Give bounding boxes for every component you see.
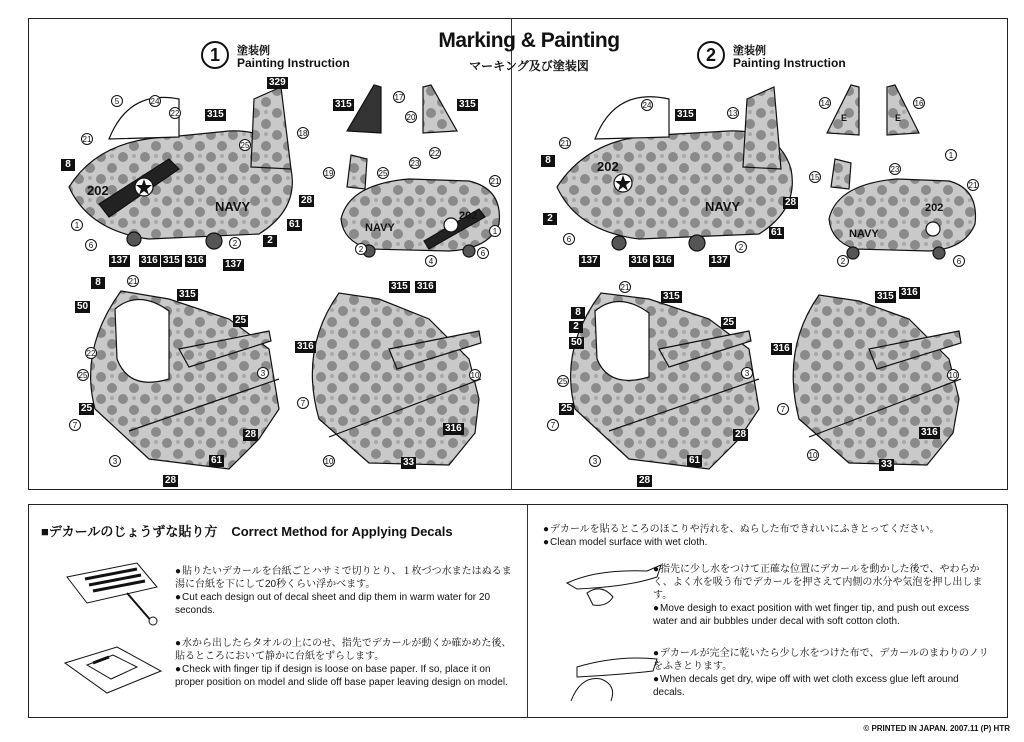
scheme-1-circle-tag: 25 — [78, 371, 88, 380]
scheme-1-tag: 8 — [61, 159, 75, 171]
scheme-1-bottom-view — [312, 293, 481, 465]
scheme-2-rear-view — [829, 159, 975, 259]
scheme-2-tag: 61 — [771, 227, 783, 238]
scheme-1-tag: 316 — [297, 341, 314, 352]
scheme-1-circle-tag: 1 — [489, 225, 501, 237]
scheme-2-tag: 315 — [663, 291, 680, 302]
scheme-1-tag: 8 — [91, 277, 105, 289]
scheme-2-tag: 2 — [569, 321, 583, 333]
scheme-1-number: 1 — [201, 41, 229, 69]
cut-decal-illustration — [57, 557, 167, 627]
scheme-1-tag: 50 — [77, 301, 89, 312]
scheme-2-circle-tag: 2 — [837, 255, 849, 267]
scheme-2-tag: 28 — [785, 197, 797, 208]
scheme-1-circle-tag: 6 — [85, 239, 97, 251]
scheme-1-circle-tag: 21 — [82, 135, 92, 144]
scheme-1-tag: 28 — [165, 475, 177, 486]
scheme-2-tag: 315 — [877, 291, 894, 302]
decal-step-2-en: ● Check with finger tip if design is loose on base paper. If so, place it on proper position on model and slide off base paper leaving design on model. — [175, 663, 515, 689]
scheme-2-tag: 316 — [655, 255, 672, 266]
scheme-1-side-modex: 202 — [87, 183, 109, 198]
scheme-2-circle-tag: 23 — [890, 165, 900, 174]
decal-instructions-panel — [28, 504, 1008, 718]
scheme-2-circle-tag: 15 — [810, 173, 820, 182]
scheme-2-tag: 28 — [639, 475, 651, 486]
scheme-2-side-modex: 202 — [597, 159, 619, 174]
scheme-1-circle-tag: 19 — [324, 169, 334, 178]
scheme-1-tag: 28 — [301, 195, 313, 206]
scheme-2-bottom-view — [793, 295, 961, 465]
decal-heading — [41, 521, 453, 540]
scheme-1-tag: 315 — [207, 109, 224, 120]
scheme-2-circle-tag: 16 — [914, 99, 924, 108]
scheme-1-tag: 315 — [391, 281, 408, 292]
scheme-1-tag: 28 — [245, 429, 257, 440]
scheme-1-circle-tag: 25 — [378, 169, 388, 178]
scheme-1-circle-tag: 7 — [297, 397, 309, 409]
scheme-1-circle-tag: 21 — [128, 277, 138, 286]
scheme-1-rear-modex: 202 — [459, 210, 478, 222]
scheme-2-circle-tag: 24 — [642, 101, 652, 110]
scheme-1-circle-tag: 17 — [394, 93, 404, 102]
scheme-2-tail-code-left: E — [841, 113, 848, 123]
scheme-2-tag: 61 — [689, 455, 701, 466]
scheme-1-tag: 316 — [141, 255, 158, 266]
scheme-2-circle-tag: 6 — [563, 233, 575, 245]
scheme-1-tag: 315 — [179, 289, 196, 300]
scheme-1-tag: 137 — [111, 255, 128, 266]
scheme-1-tag: 316 — [187, 255, 204, 266]
scheme-1-circle-tag: 1 — [71, 219, 83, 231]
wipe-glue-illustration — [557, 645, 667, 705]
scheme-1-tag: 316 — [445, 423, 462, 434]
scheme-1-circle-tag: 5 — [111, 95, 123, 107]
decal-step-3 — [543, 523, 993, 549]
scheme-1-tag: 33 — [403, 457, 415, 468]
scheme-2-circle-tag: 3 — [589, 455, 601, 467]
main-subtitle: マーキング及び塗装図 — [469, 59, 589, 73]
scheme-1-tag: 315 — [163, 255, 180, 266]
scheme-1-circle-tag: 3 — [257, 367, 269, 379]
decal-step-4-en: ● Move desigh to exact position with wet finger tip, and push out excess water and air bubbles under decal with soft cotton cloth. — [653, 602, 993, 628]
scheme-1-circle-tag: 21 — [490, 177, 500, 186]
scheme-2-circle-tag: 21 — [968, 181, 978, 190]
decal-step-1-jp: ● 貼りたいデカールを台紙ごとハサミで切りとり、１枚づつ水またはぬるま湯に台紙を下にして20秒くらい浮かべます。 — [175, 565, 515, 591]
scheme-2-tag: 8 — [571, 307, 585, 319]
marking-painting-panel — [28, 18, 1008, 490]
decal-step-1-en: ● Cut each design out of decal sheet and dip them in warm water for 20 seconds. — [175, 591, 515, 617]
scheme-2-tag: 50 — [571, 337, 583, 348]
decal-step-2-jp: ● 水から出したらタオルの上にのせ、指先でデカールが動くか確かめた後、貼るところにおいて静かに台紙をずらします。 — [175, 637, 515, 663]
printed-in-japan-note: © PRINTED IN JAPAN. 2007.11 (P) HTR — [863, 724, 1010, 733]
scheme-1-circle-tag: 22 — [86, 349, 96, 358]
scheme-1-circle-tag: 18 — [298, 129, 308, 138]
scheme-2-tag: 316 — [901, 287, 918, 298]
decal-step-4 — [653, 563, 993, 628]
decal-heading-jp: ■デカールのじょうずな貼り方 — [41, 524, 218, 539]
scheme-2-tag: 25 — [561, 403, 573, 414]
scheme-2-tag: 137 — [581, 255, 598, 266]
scheme-2-tail-code-right: E — [895, 113, 902, 123]
scheme-2-side-navy: NAVY — [705, 199, 741, 214]
scheme-1-circle-tag: 10 — [470, 371, 480, 380]
decal-panel-divider — [527, 505, 528, 717]
scheme-2-tag: 25 — [723, 317, 735, 328]
scheme-2-tag: 316 — [921, 427, 938, 438]
scheme-2-tag: 137 — [711, 255, 728, 266]
clean-surface-illustration — [557, 553, 667, 609]
scheme-1-circle-tag: 24 — [150, 97, 160, 106]
scheme-2-label-jp: 塗装例 — [733, 45, 766, 57]
towel-decal-illustration — [57, 641, 167, 701]
scheme-2-circle-tag: 10 — [948, 371, 958, 380]
main-title: Marking & Painting — [438, 29, 620, 52]
decal-step-5-en: ● When decals get dry, wipe off with wet cloth excess glue left around decals. — [653, 673, 993, 699]
decal-step-5-jp: ● デカールが完全に乾いたら少し水をつけた布で、デカールのまわりのノリをふきとります。 — [653, 647, 993, 673]
scheme-1-tag: 2 — [263, 235, 277, 247]
scheme-1-circle-tag: 3 — [109, 455, 121, 467]
scheme-1-circle-tag: 22 — [430, 149, 440, 158]
scheme-1-circle-tag: 2 — [355, 243, 367, 255]
scheme-1-circle-tag: 23 — [410, 159, 420, 168]
scheme-1-rear-view — [341, 155, 499, 257]
scheme-2-tag: 316 — [631, 255, 648, 266]
scheme-1-label-en: Painting Instruction — [237, 56, 350, 70]
scheme-2-circle-tag: 1 — [945, 149, 957, 161]
aircraft-views — [29, 19, 1007, 489]
scheme-2-circle-tag: 14 — [820, 99, 830, 108]
scheme-2-circle-tag: 21 — [560, 139, 570, 148]
scheme-2-tag: 2 — [543, 213, 557, 225]
decal-step-3-jp: ● デカールを貼るところのほこりや汚れを、ぬらした布できれいにふきとってください。 — [543, 523, 993, 536]
scheme-1-circle-tag: 10 — [324, 457, 334, 466]
scheme-2-circle-tag: 7 — [547, 419, 559, 431]
scheme-1-label-jp: 塗装例 — [237, 45, 270, 57]
scheme-1-tag: 315 — [335, 99, 352, 110]
scheme-1-rear-navy: NAVY — [365, 222, 395, 234]
scheme-2-tag: 33 — [881, 459, 893, 470]
scheme-2-circle-tag: 10 — [808, 451, 818, 460]
scheme-2-number: 2 — [697, 41, 725, 69]
scheme-1-circle-tag: 6 — [477, 247, 489, 259]
scheme-1-tag: 137 — [225, 259, 242, 270]
scheme-2-circle-tag: 6 — [953, 255, 965, 267]
scheme-2-circle-tag: 25 — [558, 377, 568, 386]
decal-step-1 — [175, 565, 515, 617]
scheme-1-circle-tag: 4 — [425, 255, 437, 267]
decal-heading-en: Correct Method for Applying Decals — [231, 524, 453, 539]
scheme-1-tag: 25 — [81, 403, 93, 414]
scheme-1-side-navy: NAVY — [215, 199, 251, 214]
decal-step-4-jp: ● 指先に少し水をつけて正確な位置にデカールを動かした後で、やわらかく、よく水を吸う布でデカールを押さえて内側の水分や気泡を押し出します。 — [653, 563, 993, 602]
scheme-2-label-en: Painting Instruction — [733, 56, 846, 70]
decal-step-2 — [175, 637, 515, 689]
scheme-2-circle-tag: 13 — [728, 109, 738, 118]
scheme-1-circle-tag: 2 — [229, 237, 241, 249]
decal-step-5 — [653, 647, 993, 699]
scheme-2-circle-tag: 7 — [777, 403, 789, 415]
scheme-2-circle-tag: 3 — [741, 367, 753, 379]
scheme-1-tag: 61 — [289, 219, 301, 230]
scheme-1-circle-tag: 22 — [170, 109, 180, 118]
scheme-1-tag: 61 — [211, 455, 223, 466]
scheme-2-tag: 28 — [735, 429, 747, 440]
scheme-1-circle-tag: 7 — [69, 419, 81, 431]
scheme-2-tag: 8 — [541, 155, 555, 167]
scheme-2-circle-tag: 2 — [735, 241, 747, 253]
scheme-1-circle-tag: 25 — [240, 141, 250, 150]
decal-step-3-en: ● Clean model surface with wet cloth. — [543, 536, 993, 549]
scheme-1-tag: 25 — [235, 315, 247, 326]
scheme-2-tag: 316 — [773, 343, 790, 354]
scheme-2-circle-tag: 21 — [620, 283, 630, 292]
scheme-1-top-view — [91, 291, 279, 469]
scheme-1-tag: 315 — [459, 99, 476, 110]
scheme-1-circle-tag: 20 — [406, 113, 416, 122]
scheme-2-rear-navy: NAVY — [849, 228, 879, 240]
scheme-2-tail-view — [827, 85, 919, 135]
scheme-2-rear-modex: 202 — [925, 202, 944, 214]
scheme-2-tag: 315 — [677, 109, 694, 120]
scheme-1-tag: 329 — [269, 77, 286, 88]
scheme-1-tag: 316 — [417, 281, 434, 292]
